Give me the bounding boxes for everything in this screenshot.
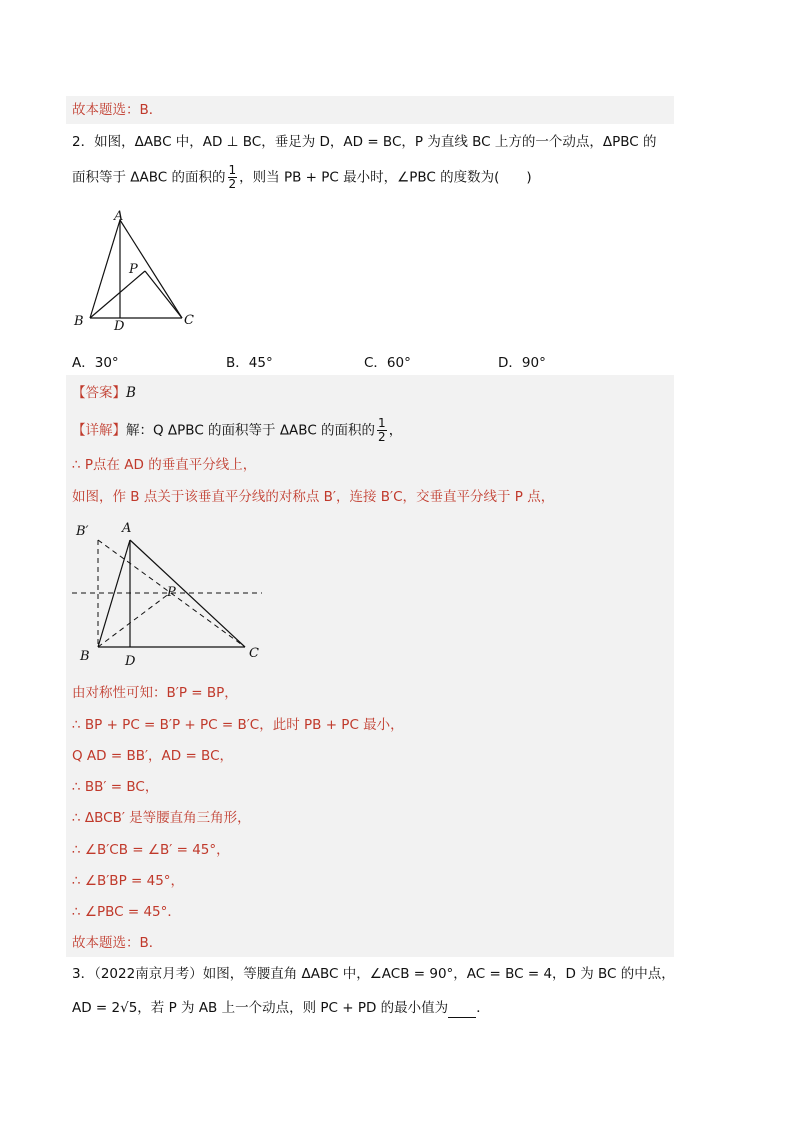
fig2-label-bprime: B′ (76, 524, 89, 539)
solution-step-7: ∴ ΔBCB′ 是等腰直角三角形， (72, 810, 251, 826)
q3-line2-b: ． (476, 1000, 490, 1016)
solution-step-8: ∴ ∠B′CB = ∠B′ = 45°， (72, 842, 230, 858)
fig1-label-p: P (129, 262, 138, 277)
option-d: D．90° (498, 355, 546, 371)
detail-fraction (377, 417, 387, 444)
solution-step-6: ∴ BB′ = BC， (72, 779, 159, 795)
option-c: C．60° (364, 355, 411, 371)
q3-line1: 3．（2022南京月考）如图，等腰直角 ΔABC 中，∠ACB = 90°，AC = BC = 4，D 为 BC 的中点， (72, 966, 675, 982)
solution-step-2: 如图，作 B 点关于该垂直平分线的对称点 B′，连接 B′C，交垂直平分线于 P 点， (72, 489, 555, 505)
previous-answer-line: 故本题选：B． (72, 102, 163, 118)
q3-line2-a: AD = 2√5，若 P 为 AB 上一个动点，则 PC + PD 的最小值为 (72, 1000, 449, 1016)
q2-line1: 2．如图，ΔABC 中，AD ⊥ BC，垂足为 D，AD = BC，P 为直线 BC 上方的一个动点，ΔPBC 的 (72, 134, 657, 150)
fig1-label-c: C (184, 313, 194, 328)
detail-text-end: ， (388, 422, 403, 439)
q3-line2 (72, 998, 490, 1018)
q2-line2-a: 面积等于 ΔABC 的面积的 (72, 169, 226, 186)
option-b: B．45° (226, 355, 273, 371)
detail-frac-den: 2 (378, 430, 386, 444)
detail-line (72, 417, 402, 444)
q2-line2-b: ，则当 PB + PC 最小时，∠PBC 的度数为( ) (239, 169, 532, 186)
answer-blank[interactable] (448, 1003, 476, 1018)
fig2-label-a: A (122, 521, 132, 536)
q2-figure (70, 205, 210, 335)
fig2-label-b: B (80, 649, 90, 664)
detail-frac-num: 1 (378, 416, 386, 430)
solution-step-1: ∴ P点在 AD 的垂直平分线上， (72, 457, 257, 473)
answer-value: B (126, 385, 136, 401)
solution-step-11: 故本题选：B． (72, 935, 163, 951)
fig2-label-d: D (125, 654, 136, 669)
solution-step-4: ∴ BP + PC = B′P + PC = B′C，此时 PB + PC 最小， (72, 717, 404, 733)
solution-step-10: ∴ ∠PBC = 45°． (72, 904, 181, 920)
solution-figure (70, 518, 270, 670)
fig2-label-p: P (167, 585, 176, 600)
detail-text: 解：Q ΔPBC 的面积等于 ΔABC 的面积的 (126, 422, 376, 439)
fig1-label-d: D (114, 319, 125, 334)
option-a: A．30° (72, 355, 119, 371)
q2-frac-den: 2 (228, 177, 237, 191)
q2-frac-num: 1 (228, 163, 237, 177)
answer-tag: 【答案】 (72, 385, 126, 401)
q2-fraction (228, 164, 238, 191)
detail-tag: 【详解】 (72, 422, 126, 439)
fig1-label-b: B (74, 314, 84, 329)
solution-step-9: ∴ ∠B′BP = 45°， (72, 873, 185, 889)
fig2-label-c: C (249, 646, 259, 661)
answer-line (72, 383, 136, 403)
fig1-label-a: A (114, 209, 124, 224)
q2-line2 (72, 164, 532, 191)
solution-step-5: Q AD = BB′，AD = BC， (72, 748, 234, 764)
solution-step-3: 由对称性可知：B′P = BP， (72, 685, 238, 701)
